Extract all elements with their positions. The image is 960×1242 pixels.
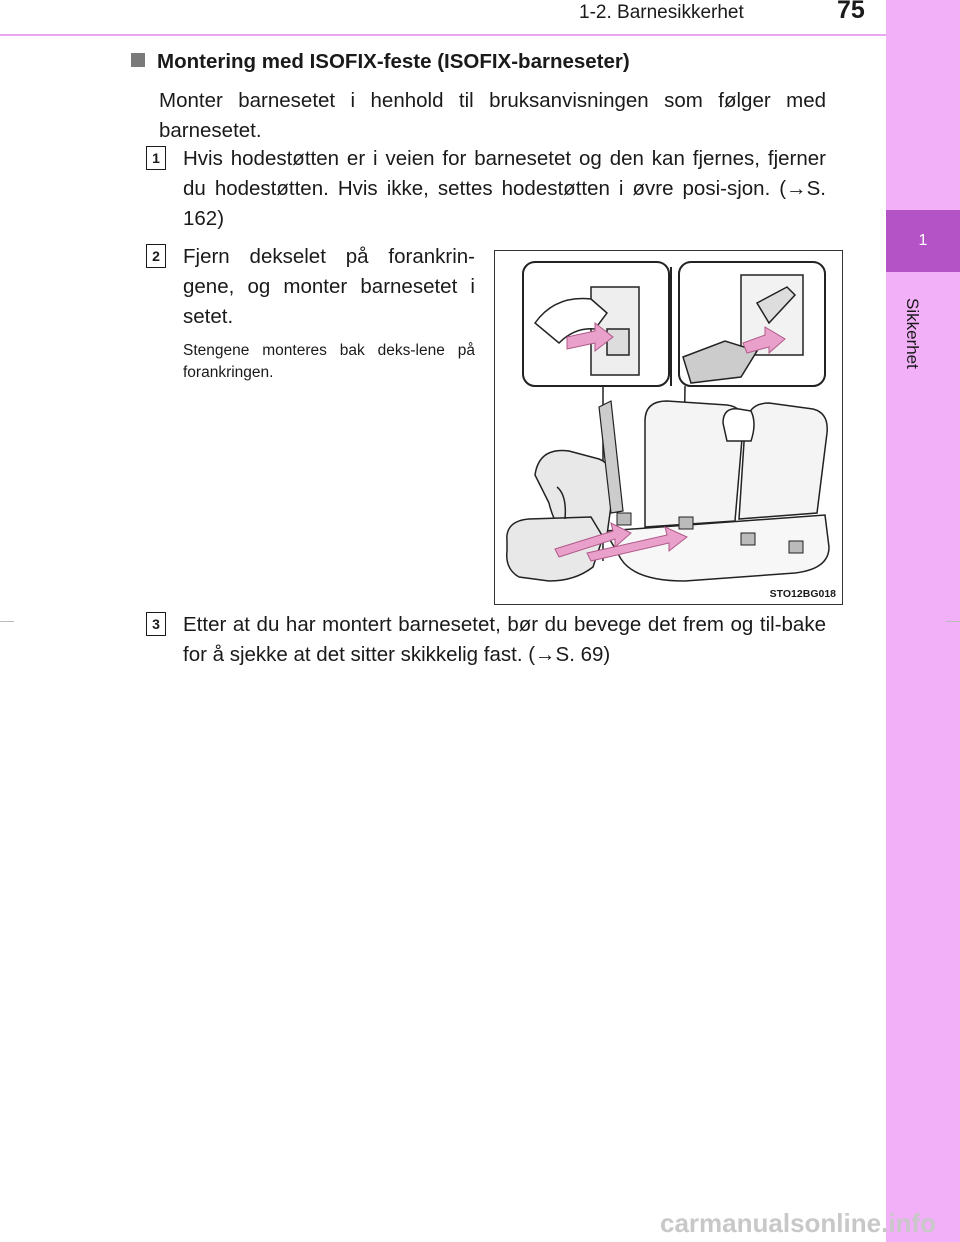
isofix-illustration: [494, 250, 843, 605]
square-bullet-icon: [131, 53, 145, 67]
step-number-2: 2: [146, 244, 166, 268]
step-3-text: Etter at du har montert barnesetet, bør du bevege det frem og til-bake for å sjekke at det sitter skikkelig fast. (→S. 69): [183, 613, 826, 666]
anchor-1: [617, 513, 631, 525]
chapter-marker: [886, 210, 960, 272]
section-heading: [131, 50, 630, 74]
page-number: 75: [837, 0, 865, 24]
chapter-name: Sikkerhet: [903, 298, 922, 369]
figure-code: STO12BG018: [769, 588, 836, 600]
step-number-3: 3: [146, 612, 166, 636]
step-1-text: Hvis hodestøtten er i veien for barnesetet og den kan fjernes, fjerner du hodestøtten. Hvis ikke, settes hodestøtten i øvre posi-sjon. (→S. 162): [183, 147, 826, 230]
crop-mark-right: [946, 621, 960, 622]
chapter-number: 1: [918, 232, 928, 249]
anchor-2: [679, 517, 693, 529]
anchor-3: [741, 533, 755, 545]
heading-text: Montering med ISOFIX-feste (ISOFIX-barneseter): [157, 50, 630, 73]
header-rule: [0, 34, 886, 36]
step-number-1: 1: [146, 146, 166, 170]
section-title: 1-2. Barnesikkerhet: [579, 2, 744, 23]
anchor-4: [789, 541, 803, 553]
crop-mark-left: [0, 621, 14, 622]
step-2-note: Stengene monteres bak deks-lene på forankringen.: [183, 342, 475, 381]
headrest: [723, 409, 754, 441]
anchor-slot: [607, 329, 629, 355]
step-2-text: Fjern dekselet på forankrin-gene, og monter barnesetet i setet.: [183, 245, 475, 328]
watermark: carmanualsonline.info: [660, 1208, 936, 1238]
isofix-drawing: [495, 251, 841, 603]
intro-paragraph: Monter barnesetet i henhold til bruksanvisningen som følger med barnesetet.: [159, 89, 826, 142]
